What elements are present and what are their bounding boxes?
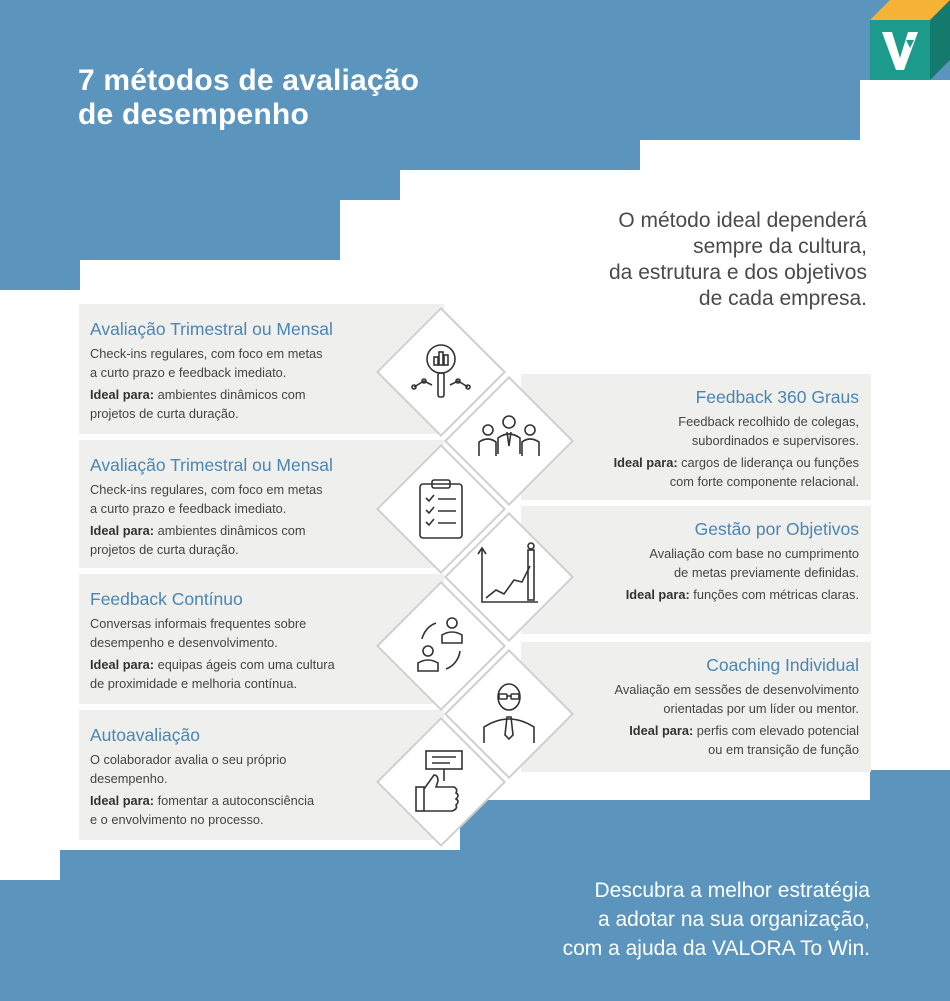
method-title: Gestão por Objetivos: [694, 519, 859, 539]
method-ideal: cargos de liderança ou funções: [677, 455, 859, 470]
method-desc: Check-ins regulares, com foco em metas: [90, 346, 323, 361]
method-ideal: funções com métricas claras.: [689, 587, 859, 602]
intro-line: da estrutura e dos objetivos: [609, 261, 867, 284]
ideal-label: Ideal para:: [90, 793, 155, 808]
title-line: de desempenho: [78, 98, 309, 131]
method-desc: de metas previamente definidas.: [674, 565, 859, 580]
intro-text: [447, 208, 867, 312]
ideal-label: Ideal para:: [629, 723, 694, 738]
method-ideal: e o envolvimento no processo.: [90, 812, 264, 827]
method-desc: a curto prazo e feedback imediato.: [90, 501, 287, 516]
intro-line: O método ideal dependerá: [618, 209, 867, 232]
ideal-label: Ideal para:: [613, 455, 678, 470]
clipboard-checklist-icon: [406, 474, 476, 544]
title-line: 7 métodos de avaliação: [78, 64, 420, 97]
method-title: Feedback Contínuo: [90, 589, 243, 609]
method-ideal: ou em transição de função: [708, 742, 859, 757]
method-card: [521, 374, 871, 500]
method-ideal: fomentar a autoconsciência: [154, 793, 315, 808]
ideal-label: Ideal para:: [90, 523, 155, 538]
mentor-icon: [474, 679, 544, 749]
ideal-label: Ideal para:: [90, 657, 155, 672]
method-title: Feedback 360 Graus: [695, 387, 859, 407]
method-desc: desempenho.: [90, 771, 168, 786]
method-desc: subordinados e supervisores.: [691, 433, 859, 448]
method-title: Coaching Individual: [706, 655, 859, 675]
method-ideal: com forte componente relacional.: [669, 474, 859, 489]
ideal-label: Ideal para:: [90, 387, 155, 402]
method-ideal: projetos de curta duração.: [90, 542, 239, 557]
call-to-action: [410, 876, 870, 963]
method-desc: Conversas informais frequentes sobre: [90, 616, 307, 631]
method-desc: Feedback recolhido de colegas,: [678, 414, 859, 429]
method-desc: O colaborador avalia o seu próprio: [90, 752, 287, 767]
people-cycle-icon: [406, 611, 476, 681]
intro-line: sempre da cultura,: [693, 235, 867, 258]
method-ideal: projetos de curta duração.: [90, 406, 239, 421]
method-ideal: perfis com elevado potencial: [693, 723, 859, 738]
method-ideal: de proximidade e melhoria contínua.: [90, 676, 298, 691]
method-ideal: ambientes dinâmicos com: [154, 523, 306, 538]
method-title: Autoavaliação: [90, 725, 200, 745]
magnifier-chart-icon: [406, 337, 476, 407]
method-title: Avaliação Trimestral ou Mensal: [90, 455, 333, 475]
method-ideal: ambientes dinâmicos com: [154, 387, 306, 402]
method-title: Avaliação Trimestral ou Mensal: [90, 319, 333, 339]
method-card: [521, 506, 871, 634]
thumbs-up-sign-icon: [406, 747, 476, 817]
cta-line: a adotar na sua organização,: [597, 908, 870, 931]
cta-line: Descubra a melhor estratégia: [594, 879, 870, 902]
method-desc: Check-ins regulares, com foco em metas: [90, 482, 323, 497]
growth-chart-icon: [474, 542, 544, 612]
method-desc: desempenho e desenvolvimento.: [90, 635, 278, 650]
method-card: [521, 642, 871, 772]
page-title: [78, 64, 419, 132]
ideal-label: Ideal para:: [625, 587, 690, 602]
method-desc: Avaliação com base no cumprimento: [649, 546, 859, 561]
method-desc: Avaliação em sessões de desenvolvimento: [614, 682, 859, 697]
method-desc: a curto prazo e feedback imediato.: [90, 365, 287, 380]
method-desc: orientadas por um líder ou mentor.: [663, 701, 859, 716]
method-ideal: equipas ágeis com uma cultura: [154, 657, 335, 672]
team-icon: [474, 406, 544, 476]
intro-line: de cada empresa.: [698, 287, 867, 310]
cta-line: com a ajuda da VALORA To Win.: [562, 937, 870, 960]
valora-logo: [870, 0, 950, 80]
